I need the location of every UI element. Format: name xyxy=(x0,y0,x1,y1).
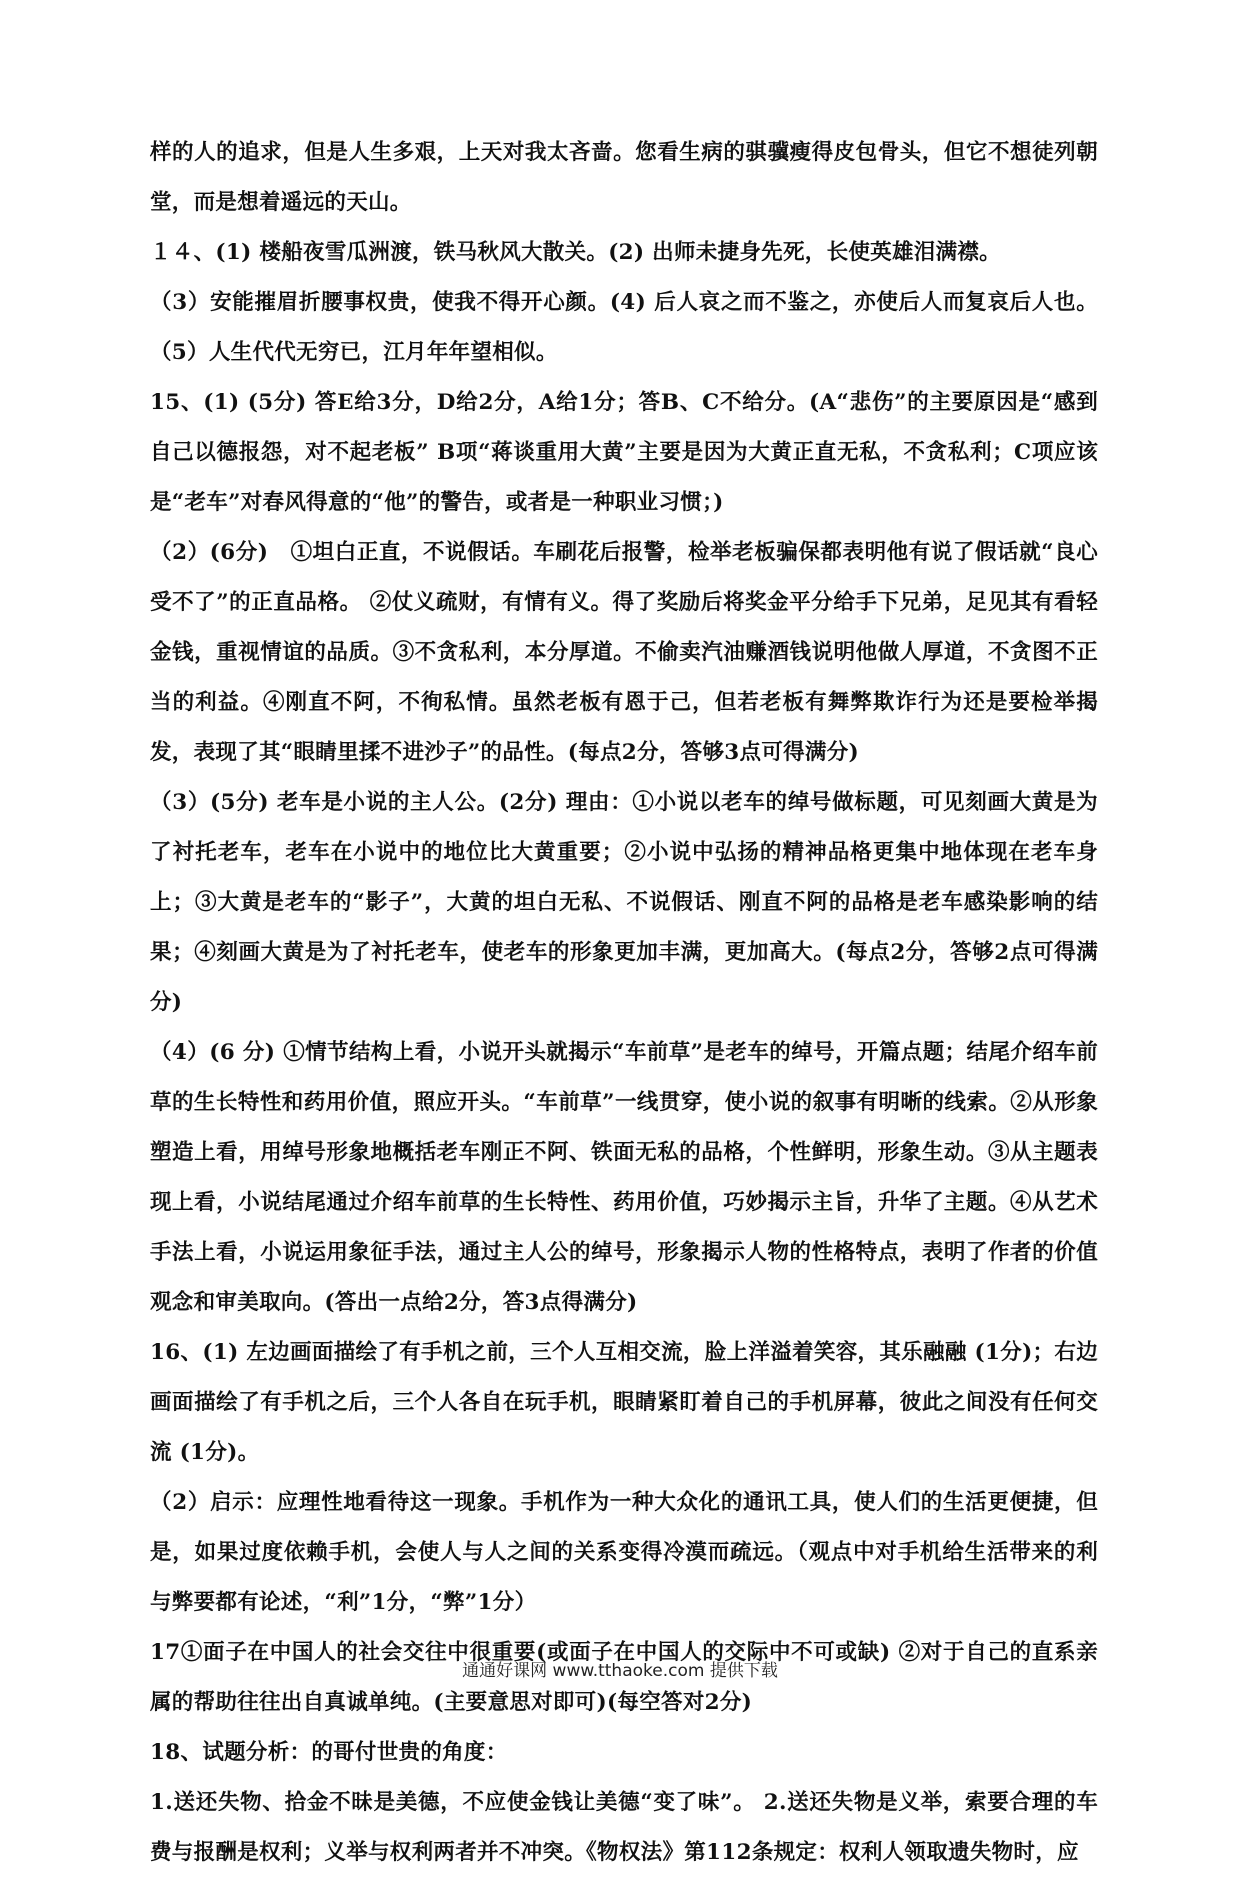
paragraph-16-part-1: 16、(1) 左边画面描绘了有手机之前，三个人互相交流，脸上洋溢着笑容，其乐融融 (1分)；右边画面描绘了有手机之后，三个人各自在玩手机，眼睛紧盯着自己的手机屏幕，彼此之间没有任何交流 (1分)。 xyxy=(150,1340,1098,1465)
paragraph-14-part-3-5: （3）安能摧眉折腰事权贵，使我不得开心颜。(4) 后人哀之而不鉴之，亦使后人而复哀后人也。（5）人生代代无穷已，江月年年望相似。 xyxy=(150,290,1098,365)
paragraph-18-body: 1.送还失物、拾金不昧是美德，不应使金钱让美德“变了味”。 2.送还失物是义举，索要合理的车费与报酬是权利；义举与权利两者并不冲突。《物权法》第112条规定：权利人领取遗失物时，应 xyxy=(150,1790,1098,1865)
paragraph-15-part-3: （3）(5分) 老车是小说的主人公。(2分) 理由：①小说以老车的绰号做标题，可见刻画大黄是为了衬托老车，老车在小说中的地位比大黄重要；②小说中弘扬的精神品格更集中地体现在老车身上；③大黄是老车的“影子”，大黄的坦白无私、不说假话、刚直不阿的品格是老车感染影响的结果；④刻画大黄是为了衬托老车，使老车的形象更加丰满，更加高大。(每点2分，答够2点可得满分) xyxy=(150,790,1098,1015)
page-footer: 通通好课网 www.tthaoke.com 提供下载 xyxy=(462,1661,778,1681)
paragraph-14-part-1-2: １４、(1) 楼船夜雪瓜洲渡，铁马秋风大散关。(2) 出师未捷身先死，长使英雄泪满襟。 xyxy=(150,240,1001,265)
paragraph-13-continuation: 样的人的追求，但是人生多艰，上天对我太吝啬。您看生病的骐骥瘦得皮包骨头，但它不想徒列朝堂，而是想着遥远的天山。 xyxy=(150,140,1098,215)
paragraph-17: 17①面子在中国人的社会交往中很重要(或面子在中国人的交际中不可或缺) ②对于自己的直系亲属的帮助往往出自真诚单纯。(主要意思对即可)(每空答对2分) xyxy=(150,1640,1098,1715)
paragraph-15-part-1: 15、(1) (5分) 答E给3分，D给2分，A给1分；答B、C不给分。(A“悲伤”的主要原因是“感到自己以德报怨，对不起老板” B项“蒋谈重用大黄”主要是因为大黄正直无私，不贪私利；C项应该是“老车”对春风得意的“他”的警告，或者是一种职业习惯；) xyxy=(150,390,1098,515)
paragraph-18-heading: 18、试题分析：的哥付世贵的角度： xyxy=(150,1740,508,1765)
paragraph-16-part-2: （2）启示：应理性地看待这一现象。手机作为一种大众化的通讯工具，使人们的生活更便捷，但是，如果过度依赖手机，会使人与人之间的关系变得冷漠而疏远。（观点中对手机给生活带来的利与弊要都有论述，“利”1分，“弊”1分） xyxy=(150,1490,1098,1615)
paragraph-15-part-4: （4）(6 分) ①情节结构上看，小说开头就揭示“车前草”是老车的绰号，开篇点题；结尾介绍车前草的生长特性和药用价值，照应开头。“车前草”一线贯穿，使小说的叙事有明晰的线索。②从形象塑造上看，用绰号形象地概括老车刚正不阿、铁面无私的品格，个性鲜明，形象生动。③从主题表现上看，小说结尾通过介绍车前草的生长特性、药用价值，巧妙揭示主旨，升华了主题。④从艺术手法上看，小说运用象征手法，通过主人公的绰号，形象揭示人物的性格特点，表明了作者的价值观念和审美取向。(答出一点给2分，答3点得满分) xyxy=(150,1040,1098,1315)
answer-key-content xyxy=(150,128,1098,1878)
paragraph-15-part-2: （2）(6分) ①坦白正直，不说假话。车刷花后报警，检举老板骗保都表明他有说了假话就“良心受不了”的正直品格。 ②仗义疏财，有情有义。得了奖励后将奖金平分给手下兄弟，足见其有看轻金钱，重视情谊的品质。③不贪私利，本分厚道。不偷卖汽油赚酒钱说明他做人厚道，不贪图不正当的利益。④刚直不阿，不徇私情。虽然老板有恩于己，但若老板有舞弊欺诈行为还是要检举揭发，表现了其“眼睛里揉不进沙子”的品性。(每点2分，答够3点可得满分) xyxy=(150,540,1098,765)
